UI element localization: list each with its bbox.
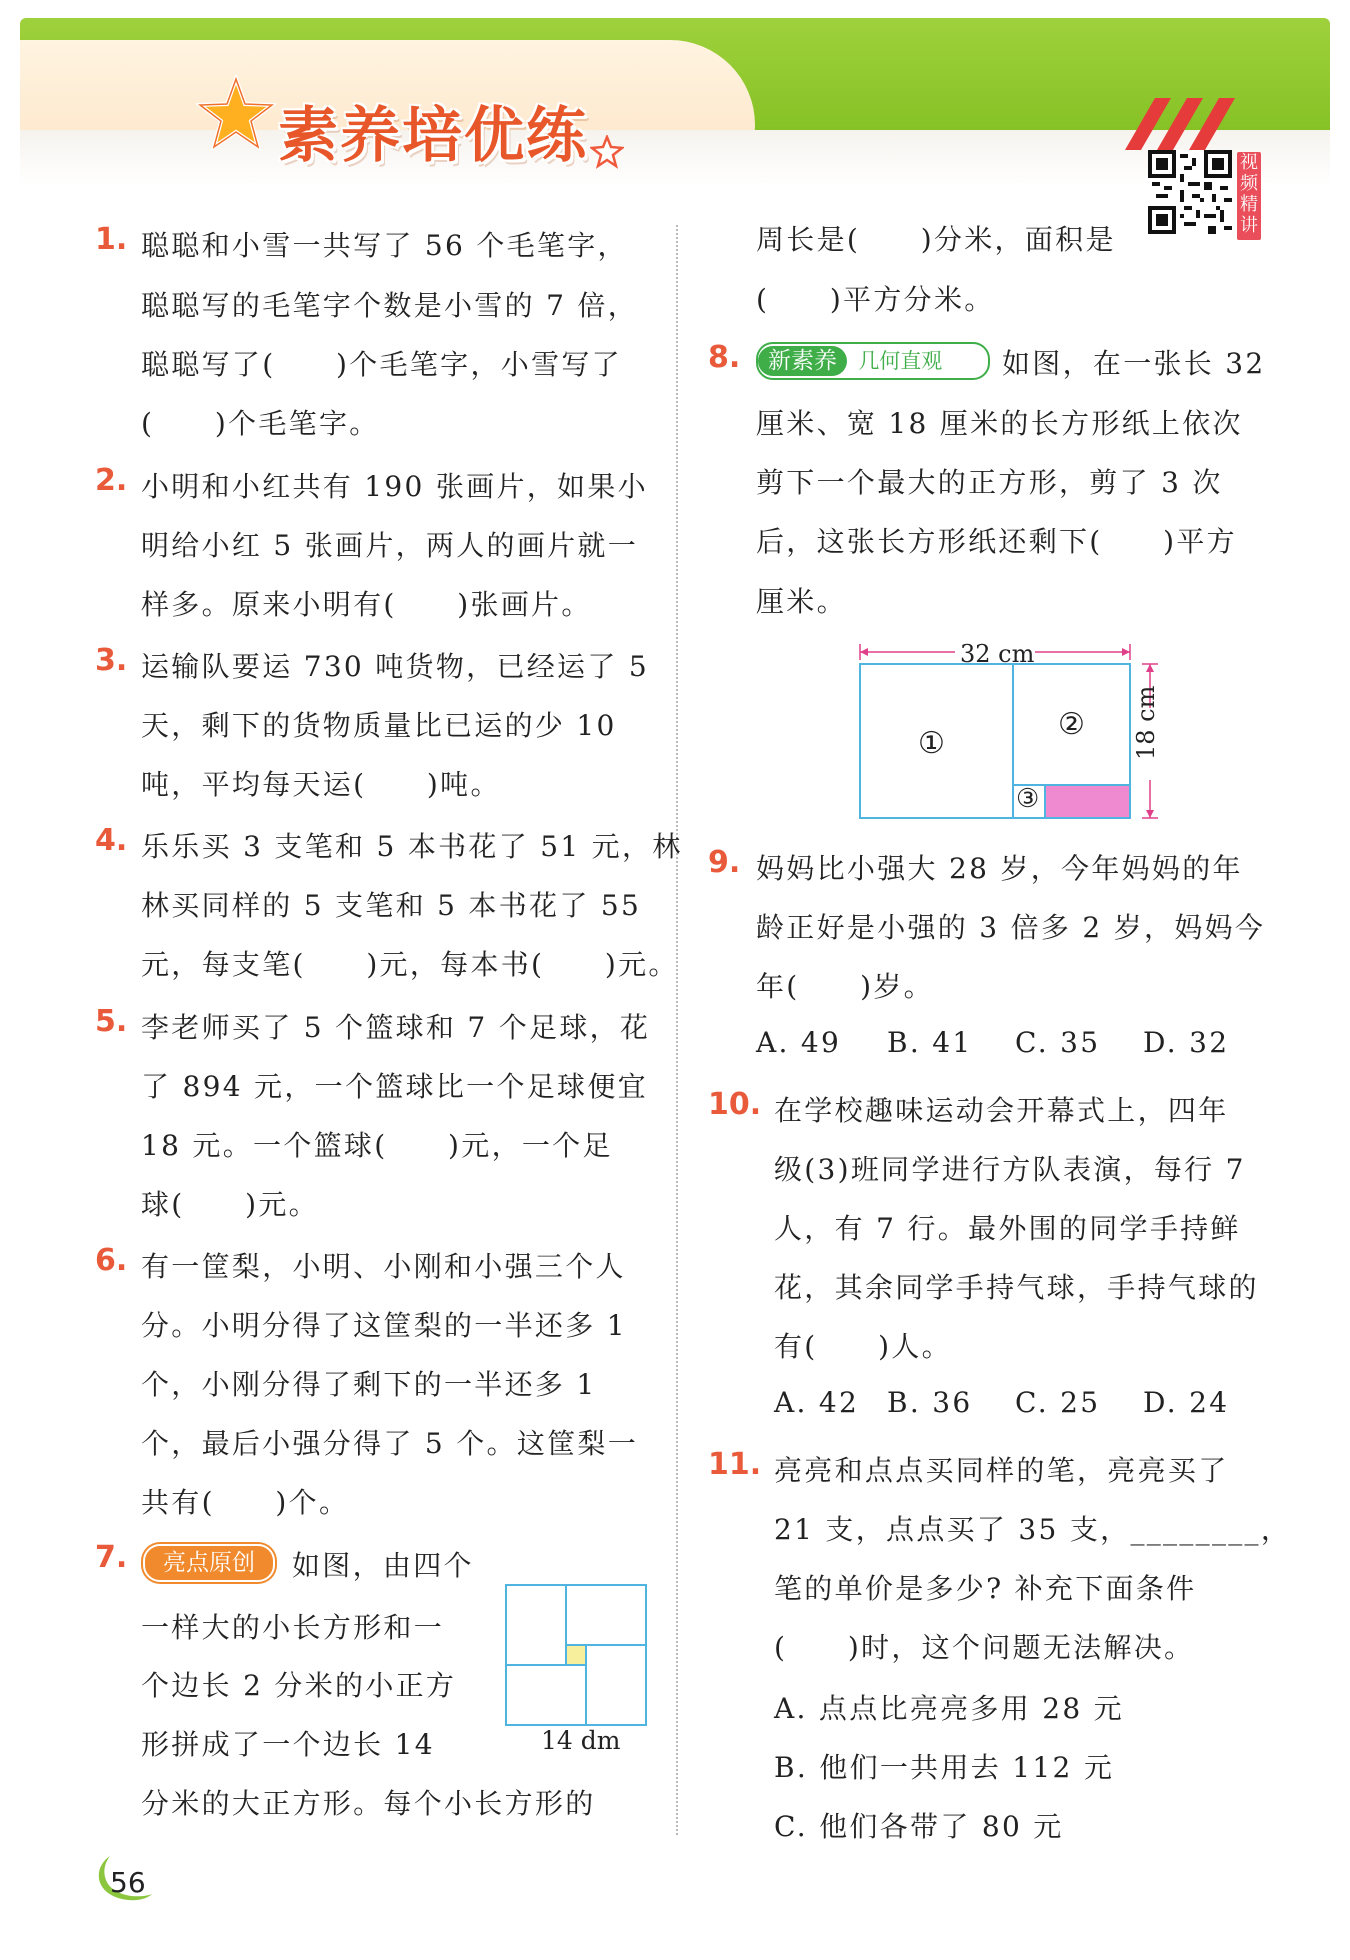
problem-number: 2. (95, 463, 128, 498)
option: B. 41 (887, 1026, 973, 1059)
problem-text-line: 21 支，点点买了 35 支，________， (774, 1513, 1292, 1546)
badge-sublabel: 几何直观 (858, 349, 943, 373)
problem-text-line: 乐乐买 3 支笔和 5 本书花了 51 元，林 (141, 830, 683, 863)
problem-text-line: 运输队要运 730 吨货物，已经运了 5 (141, 650, 649, 683)
problem-text-line: 人，有 7 行。最外围的同学手持鲜 (774, 1212, 1241, 1245)
problem-text-line: 个，小刚分得了剩下的一半还多 1 (141, 1368, 597, 1401)
problem-text-line: 李老师买了 5 个篮球和 7 个足球，花 (141, 1011, 651, 1044)
option: C. 35 (1015, 1026, 1101, 1059)
option: B. 他们一共用去 112 元 (774, 1751, 1115, 1784)
problem-text-line: 如图，在一张长 32 (1002, 347, 1266, 380)
problem-text-line: 厘米。 (756, 585, 847, 618)
page-title: 素养培优练 (278, 101, 588, 171)
problem-text-line: 妈妈比小强大 28 岁，今年妈妈的年 (756, 852, 1243, 885)
problem-text-line: 聪聪和小雪一共写了 56 个毛笔字， (141, 229, 628, 262)
problem-text-line: ( )个毛笔字。 (141, 407, 380, 440)
problem-number: 4. (95, 823, 128, 858)
problem-text-line: 笔的单价是多少? 补充下面条件 (774, 1572, 1197, 1605)
option: C. 他们各带了 80 元 (774, 1810, 1064, 1843)
problem-text-line: 后，这张长方形纸还剩下( )平方 (756, 525, 1237, 558)
problem-text-line: ( )时，这个问题无法解决。 (774, 1631, 1195, 1664)
problem-text-line: 厘米、宽 18 厘米的长方形纸上依次 (756, 407, 1243, 440)
problem-text-line: 分米的大正方形。每个小长方形的 (141, 1787, 596, 1820)
problem-text-line: 有一筐梨，小明、小刚和小强三个人 (141, 1250, 626, 1283)
problem-text-line: 形拼成了一个边长 14 (141, 1728, 435, 1761)
problem-text-line: 样多。原来小明有( )张画片。 (141, 588, 592, 621)
qr-label[interactable]: 视频精讲 (1237, 152, 1261, 240)
qr-code-icon[interactable] (1148, 150, 1232, 234)
problem-number: 1. (95, 222, 128, 257)
star-icon (196, 75, 276, 155)
option: A. 49 (756, 1026, 842, 1059)
small-star-icon (590, 135, 624, 169)
problem-text-line: 龄正好是小强的 3 倍多 2 岁，妈妈今 (756, 911, 1266, 944)
piece-label: ① (918, 726, 945, 761)
problem-number: 10. (708, 1087, 762, 1122)
problem-text-line: 聪聪写了( )个毛笔字，小雪写了 (141, 348, 622, 381)
problem-text-line: 剪下一个最大的正方形，剪了 3 次 (756, 466, 1223, 499)
problem-number: 9. (708, 845, 741, 880)
problem-number: 7. (95, 1540, 128, 1575)
page-number: 56 (110, 1866, 146, 1899)
problem-number: 5. (95, 1004, 128, 1039)
option: A. 点点比亮亮多用 28 元 (774, 1692, 1124, 1725)
problem-text-line: 花，其余同学手持气球，手持气球的 (774, 1271, 1259, 1304)
piece-label: ② (1058, 707, 1085, 742)
option: B. 36 (887, 1386, 973, 1419)
problem-number: 8. (708, 340, 741, 375)
problem-text-line: 元，每支笔( )元，每本书( )元。 (141, 948, 679, 981)
column-divider (676, 225, 678, 1835)
square-figure (505, 1584, 647, 1726)
problem-text-line: 分。小明分得了这筐梨的一半还多 1 (141, 1309, 627, 1342)
problem-text-line: 聪聪写的毛笔字个数是小雪的 7 倍， (141, 289, 639, 322)
problem-text-line: 共有( )个。 (141, 1486, 350, 1519)
problem-text-line: 了 894 元，一个篮球比一个足球便宜 (141, 1070, 648, 1103)
option: D. 24 (1143, 1386, 1230, 1419)
badge-label: 新素养 (758, 346, 847, 376)
problem-text-line: ( )平方分米。 (756, 283, 995, 316)
problem-text-line: 个，最后小强分得了 5 个。这筐梨一 (141, 1427, 639, 1460)
problem-text-line: 如图，由四个 (292, 1549, 474, 1582)
problem-text-line: 周长是( )分米，面积是 (756, 223, 1116, 256)
problem-text-line: 明给小红 5 张画片，两人的画片就一 (141, 529, 639, 562)
height-label: 18 cm (1132, 685, 1160, 760)
problem-text-line: 球( )元。 (141, 1188, 319, 1221)
width-label: 32 cm (960, 640, 1035, 668)
problem-text-line: 级(3)班同学进行方队表演，每行 7 (774, 1153, 1246, 1186)
new-literacy-badge (756, 342, 990, 380)
figure-label: 14 dm (541, 1726, 621, 1755)
problem-text-line: 在学校趣味运动会开幕式上，四年 (774, 1094, 1229, 1127)
problem-text-line: 年( )岁。 (756, 970, 934, 1003)
problem-text-line: 林买同样的 5 支笔和 5 本书花了 55 (141, 889, 642, 922)
problem-number: 6. (95, 1243, 128, 1278)
problem-text-line: 吨，平均每天运( )吨。 (141, 768, 501, 801)
problem-text-line: 天，剩下的货物质量比已运的少 10 (141, 709, 617, 742)
problem-text-line: 一样大的小长方形和一 (141, 1611, 445, 1644)
problem-text-line: 18 元。一个篮球( )元，一个足 (141, 1129, 613, 1162)
option: D. 32 (1143, 1026, 1230, 1059)
option: A. 42 (774, 1386, 860, 1419)
option: C. 25 (1015, 1386, 1101, 1419)
problem-text-line: 有( )人。 (774, 1330, 952, 1363)
problem-text-line: 个边长 2 分米的小正方 (141, 1669, 457, 1702)
original-badge: 亮点原创 (143, 1544, 275, 1582)
piece-label: ③ (1016, 784, 1040, 814)
problem-number: 11. (708, 1447, 762, 1482)
problem-text-line: 亮亮和点点买同样的笔，亮亮买了 (774, 1454, 1229, 1487)
problem-text-line: 小明和小红共有 190 张画片，如果小 (141, 470, 648, 503)
problem-number: 3. (95, 643, 128, 678)
